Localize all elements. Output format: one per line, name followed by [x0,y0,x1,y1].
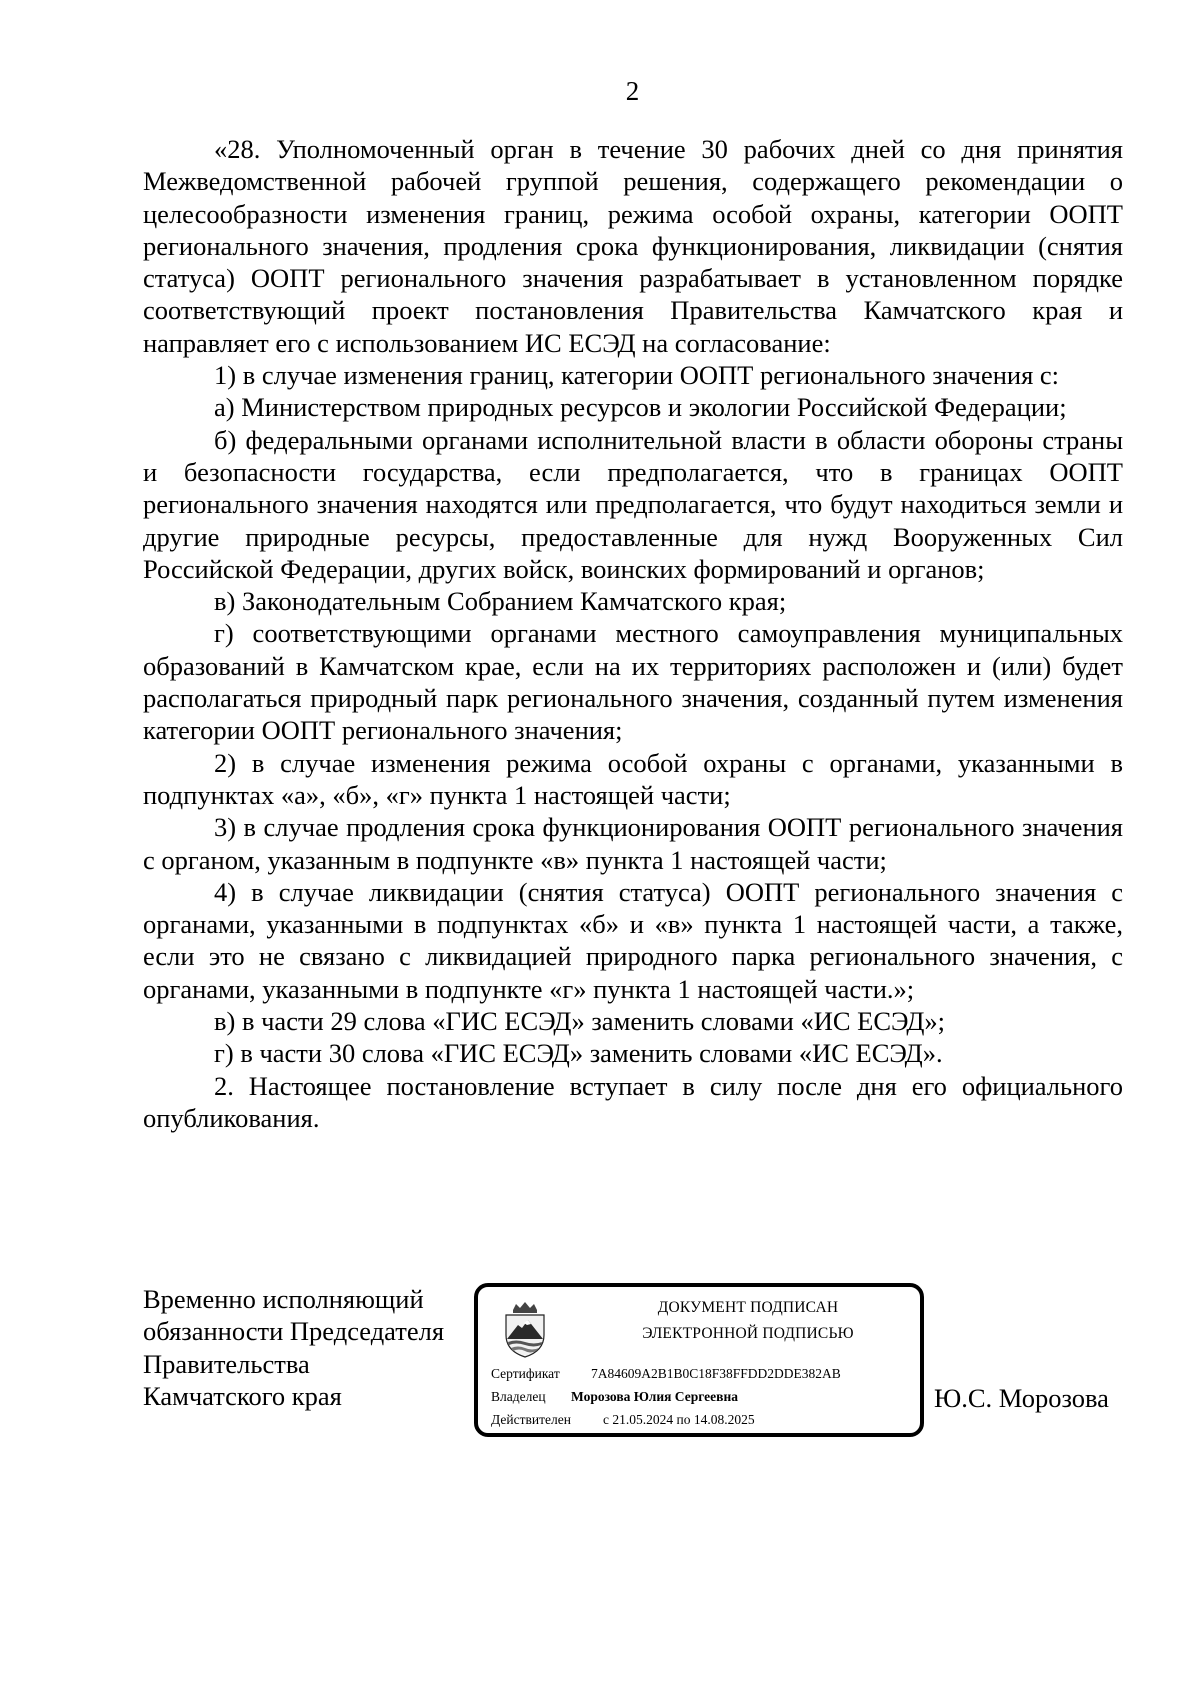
signer-position-line: Камчатского края [143,1380,342,1411]
electronic-signature-stamp [474,1283,924,1437]
stamp-certificate-label: Сертификат [491,1366,560,1381]
stamp-owner-row [491,1389,738,1405]
paragraph: г) в части 30 слова «ГИС ЕСЭД» заменить словами «ИС ЕСЭД». [214,1038,943,1069]
signer-position [143,1283,444,1412]
stamp-validity-value: с 21.05.2024 по 14.08.2025 [603,1412,755,1427]
stamp-title-line: ДОКУМЕНТ ПОДПИСАН [657,1299,839,1316]
stamp-validity-row [491,1412,755,1428]
stamp-certificate-row [491,1366,841,1382]
document-body [143,133,1123,1134]
paragraph: г) соответствующими органами местного самоуправления муниципальных образований в Камчатском крае, если на их территориях расположен и (или) будет располагаться природный парк регионального значения, созданный путем изменения категории ООПТ регионального значения; [143,618,1123,746]
paragraph: 2) в случае изменения режима особой охраны с органами, указанными в подпунктах «а», «б», «г» пункта 1 настоящей части; [143,747,1123,810]
signer-position-line: Правительства [143,1348,310,1379]
paragraph: б) федеральными органами исполнительной власти в области обороны страны и безопасности государства, если предполагается, что в границах ООПТ регионального значения находятся или предполагается, что будут находиться земли и другие природные ресурсы, предоставленные для нужд Вооруженных Сил Российской Федерации, других войск, воинских формирований и органов; [143,424,1123,584]
signer-position-line: Временно исполняющий [143,1284,424,1314]
paragraph: в) в части 29 слова «ГИС ЕСЭД» заменить словами «ИС ЕСЭД»; [214,1006,946,1037]
paragraph: в) Законодательным Собранием Камчатского края; [214,586,787,617]
paragraph: 4) в случае ликвидации (снятия статуса) ООПТ регионального значения с органами, указанными в подпунктах «б» и «в» пункта 1 настоящей части, а также, если это не связано с ликвидацией природного парка регионального значения, с органами, указанными в подпункте «г» пункта 1 настоящей части.»; [143,876,1123,1004]
paragraph: а) Министерством природных ресурсов и экологии Российской Федерации; [214,392,1067,423]
page-number: 2 [625,76,640,106]
kamchatka-coat-of-arms-icon [496,1301,554,1359]
stamp-title-line: ЭЛЕКТРОННОЙ ПОДПИСЬЮ [642,1325,854,1342]
paragraph: 2. Настоящее постановление вступает в силу после дня его официального опубликования. [143,1070,1123,1133]
stamp-certificate-value: 7A84609A2B1B0C18F38FFDD2DDE382AB [591,1366,841,1381]
signer-name: Ю.С. Морозова [934,1383,1109,1413]
paragraph: «28. Уполномоченный орган в течение 30 рабочих дней со дня принятия Межведомственной рабочей группой решения, содержащего рекомендации о целесообразности изменения границ, режима особой охраны, категории ООПТ регионального значения, продления срока функционирования, ликвидации (снятия статуса) ООПТ регионального значения разрабатывает в установленном порядке соответствующий проект постановления Правительства Камчатского края и направляет его с использованием ИС ЕСЭД на согласование: [143,134,1123,358]
signer-position-line: обязанности Председателя [143,1316,445,1347]
paragraph: 1) в случае изменения границ, категории ООПТ регионального значения с: [214,360,1060,391]
stamp-owner-label: Владелец [491,1389,546,1404]
paragraph: 3) в случае продления срока функционирования ООПТ регионального значения с органом, указанным в подпункте «в» пункта 1 настоящей части; [143,812,1123,875]
stamp-title [568,1295,928,1347]
stamp-owner-value: Морозова Юлия Сергеевна [571,1389,738,1404]
stamp-validity-label: Действителен [491,1412,571,1427]
